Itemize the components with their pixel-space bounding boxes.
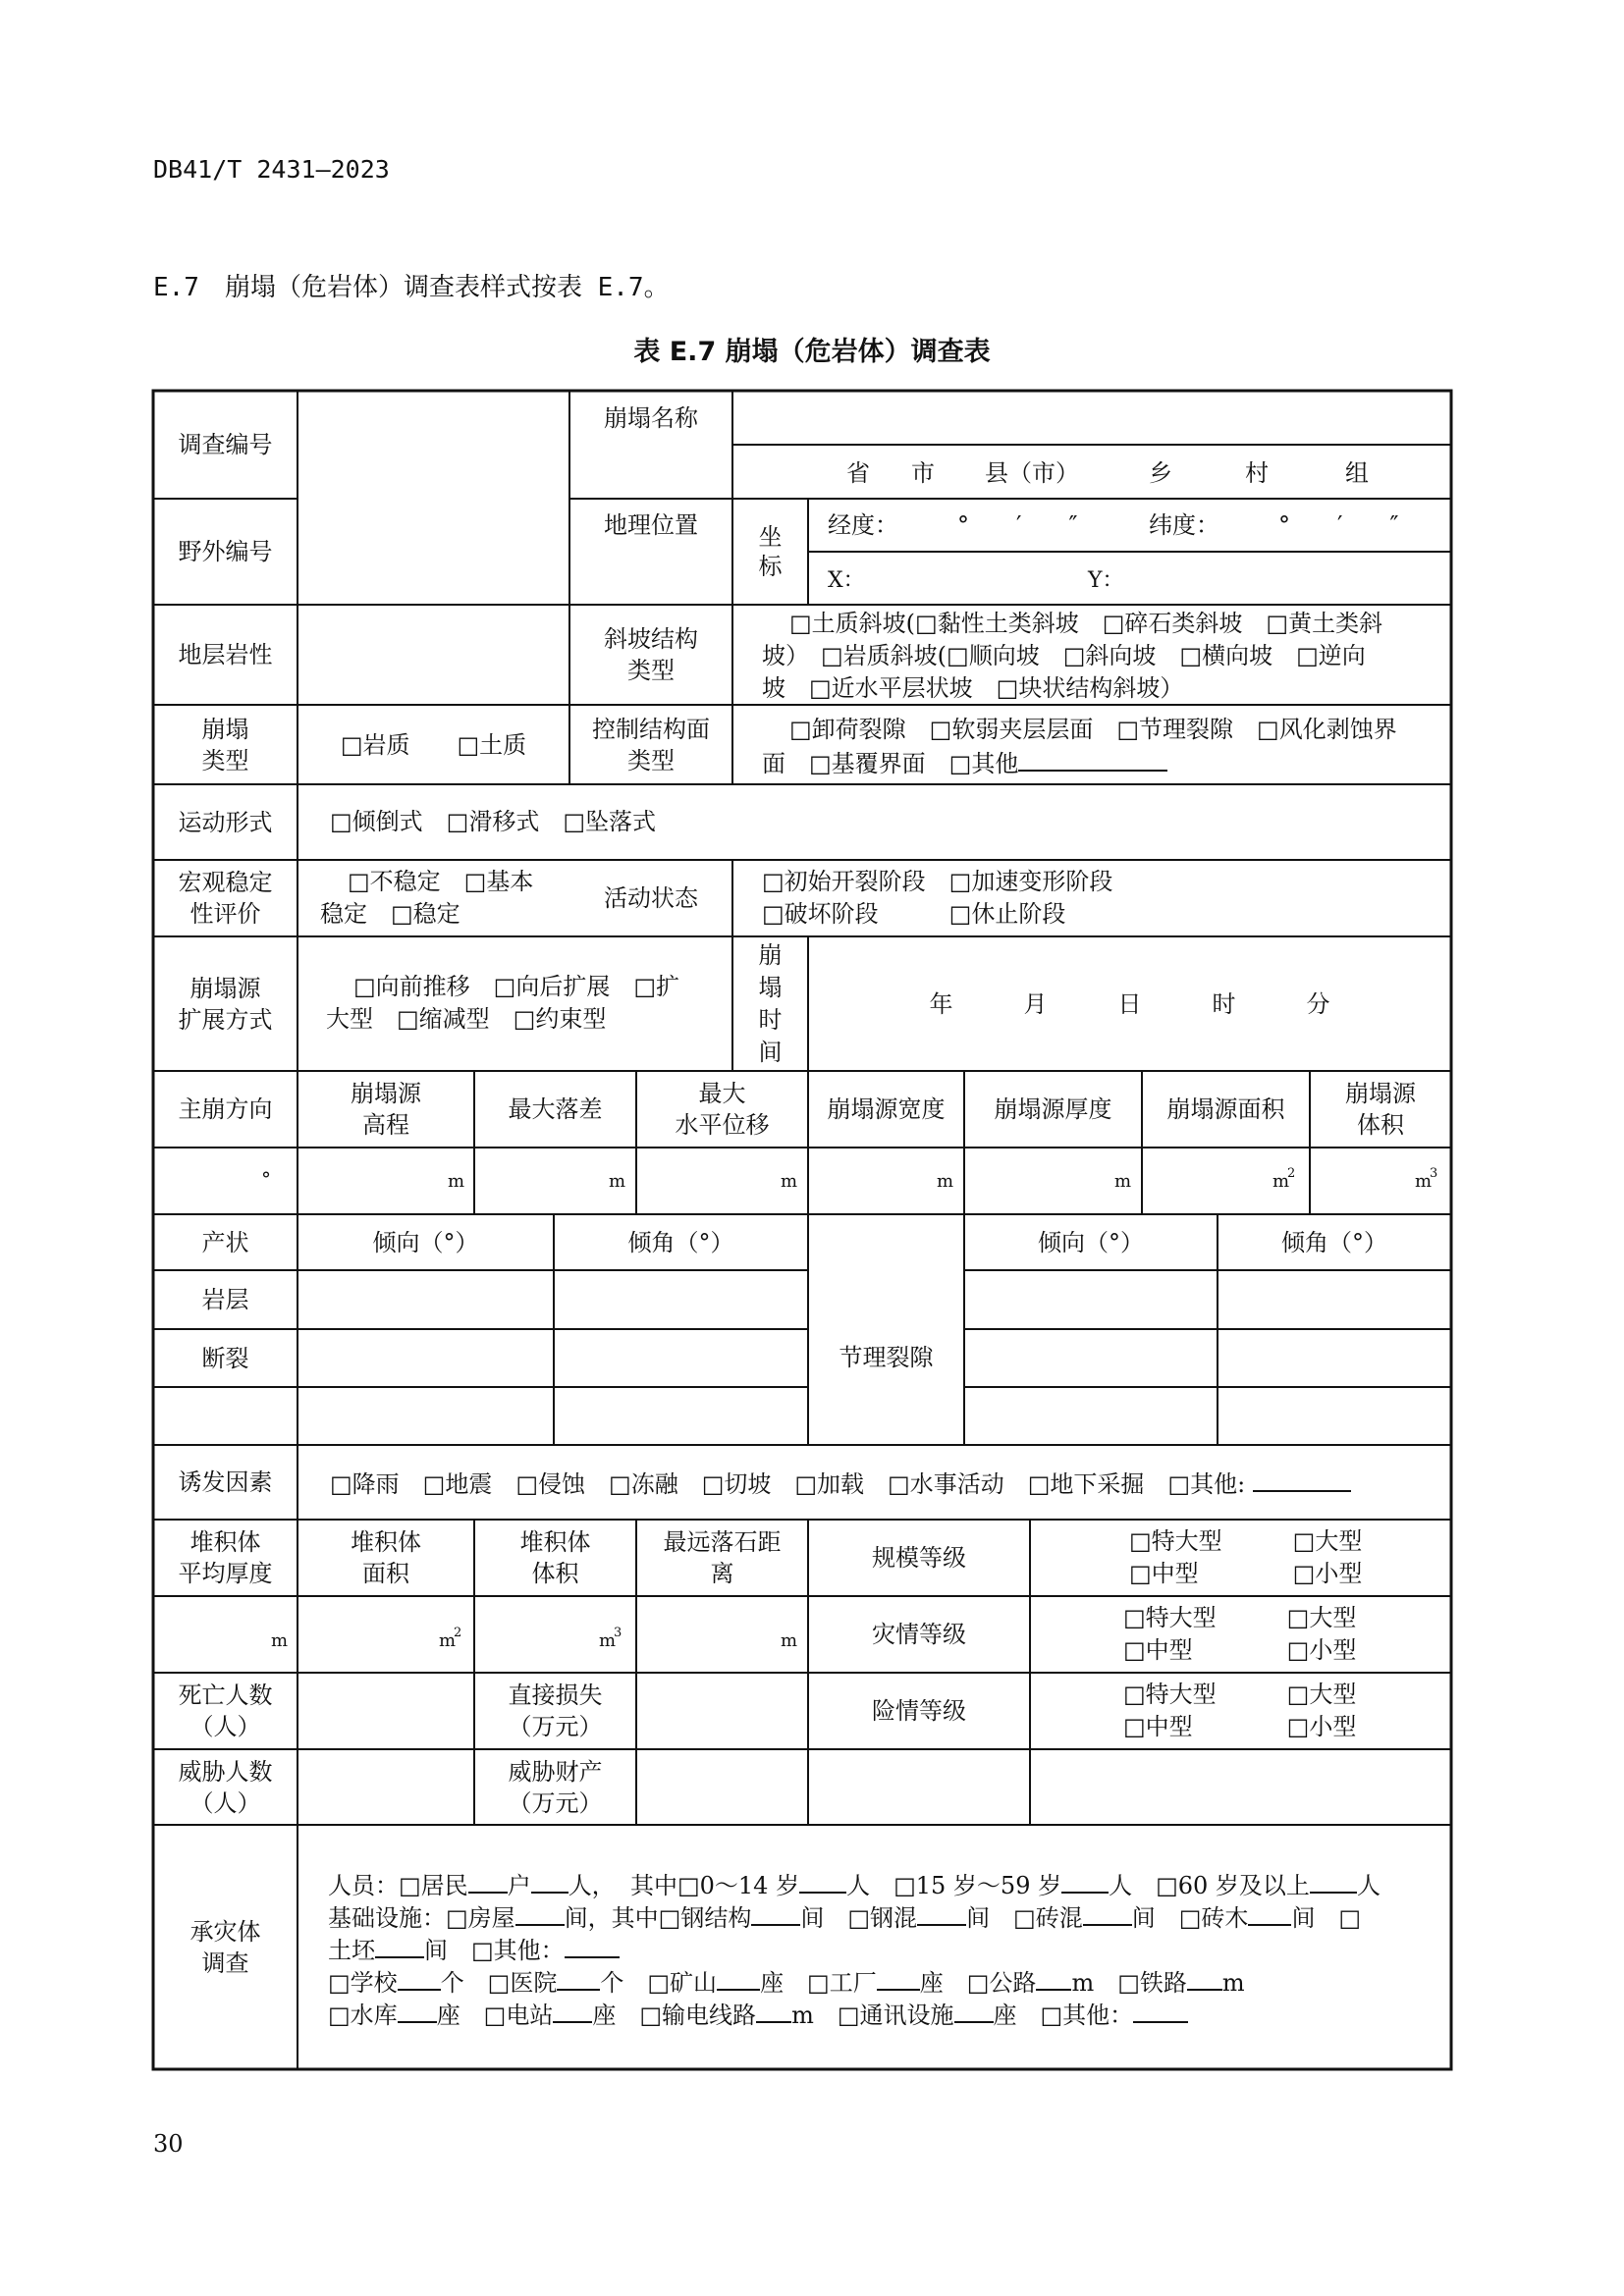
unit-volume-sup: 3 — [1430, 1166, 1438, 1181]
label-coordinates: 坐 标 — [758, 523, 783, 580]
exp-school: □学校 — [328, 1969, 398, 1997]
unit-hshift: m — [781, 1171, 798, 1192]
label-max-horizontal-shift: 最大 水平位移 — [675, 1080, 770, 1139]
blank-line — [877, 1965, 920, 1991]
unit-area: m — [1272, 1171, 1290, 1192]
stability-options-1: □不稳定 □基本 — [300, 868, 534, 895]
blank-line — [398, 1998, 437, 2023]
admin-town: 乡 — [1149, 459, 1172, 487]
control-options-2 — [762, 746, 1167, 780]
label-dip-direction: 倾向（°） — [372, 1228, 479, 1256]
exp-jian-zm: 间 □砖木 — [1131, 1904, 1249, 1932]
label-stability: 宏观稳定 性评价 — [178, 869, 273, 928]
source-options-2: 大型 □缩减型 □约束型 — [326, 1005, 607, 1033]
exp-persons: 人员：□居民 — [328, 1872, 468, 1899]
exp-ge-hosp: 个 □医院 — [440, 1969, 558, 1997]
label-strata: 地层岩性 — [178, 641, 273, 668]
collapse-type-options: □岩质 □土质 — [340, 730, 527, 759]
activity-options-1: □初始开裂阶段 □加速变形阶段 — [762, 868, 1113, 895]
exp-infra: 基础设施：□房屋 — [328, 1904, 515, 1932]
label-direct-loss: 直接损失 （万元） — [508, 1682, 603, 1740]
unit-degree: ° — [261, 1167, 271, 1191]
activity-options-2: □破坏阶段 □休止阶段 — [762, 900, 1066, 928]
blank-line — [1310, 1868, 1357, 1894]
collapse-time-value: 年 月 日 时 分 — [929, 989, 1330, 1018]
label-attitude: 产状 — [201, 1228, 249, 1256]
scale-options-2: □中型 □小型 — [1129, 1560, 1363, 1587]
blank-line — [565, 1933, 620, 1958]
exposure-line-5 — [328, 1998, 1188, 2032]
label-activity: 活动状态 — [604, 884, 698, 912]
label-slope-type: 斜坡结构 类型 — [604, 625, 698, 684]
latitude-field: 纬度： ° ′ ″ — [1149, 511, 1399, 539]
admin-county: 县（市） — [985, 459, 1079, 487]
control-options-2-text: 面 □基覆界面 □其他 — [762, 750, 1019, 777]
exp-15: 人 □15 岁～59 岁 — [846, 1872, 1062, 1899]
exp-jian-gh: 间 □钢混 — [800, 1904, 918, 1932]
stability-options-2: 稳定 □稳定 — [320, 900, 460, 928]
exposure-line-4 — [328, 1965, 1245, 2000]
blank-line — [557, 1965, 600, 1991]
trigger-options-text: □降雨 □地震 □侵蚀 □冻融 □切坡 □加载 □水事活动 □地下采掘 □其他: — [330, 1470, 1246, 1498]
label-joint: 节理裂隙 — [839, 1344, 934, 1371]
blank-line — [375, 1933, 424, 1958]
unit-deposit-volume-sup: 3 — [614, 1626, 623, 1640]
label-deposit-area: 堆积体 面积 — [351, 1528, 421, 1587]
label-source-width: 崩塌源宽度 — [827, 1095, 946, 1123]
source-options-1: □向前推移 □向后扩展 □扩 — [306, 973, 680, 1000]
label-deaths: 死亡人数 （人） — [178, 1682, 273, 1740]
exp-jian-zh: 间 □砖混 — [966, 1904, 1083, 1932]
exposure-line-3 — [328, 1933, 620, 1967]
exp-m-comm: m □通讯设施 — [791, 2002, 954, 2029]
label-geo-location: 地理位置 — [604, 510, 698, 539]
disaster-options-2: □中型 □小型 — [1123, 1636, 1357, 1664]
label-collapse-time: 崩 塌 时 间 — [758, 940, 783, 1066]
blank-line — [1036, 1965, 1071, 1991]
slope-options-2: 坡） □岩质斜坡(□顺向坡 □斜向坡 □横向坡 □逆向 — [762, 642, 1366, 669]
unit-max-fall: m — [781, 1630, 798, 1651]
exposure-line-1 — [328, 1868, 1380, 1902]
blank-line — [553, 1998, 592, 2023]
exp-zuo-power: 座 □电站 — [436, 2002, 554, 2029]
blank-line — [1253, 1467, 1351, 1492]
blank-line — [1061, 1868, 1109, 1894]
admin-village: 村 — [1245, 459, 1269, 487]
admin-city: 市 — [911, 459, 935, 487]
label-source-height: 崩塌源 高程 — [351, 1080, 421, 1139]
exp-jian-other: 间 □其他： — [424, 1937, 565, 1964]
exp-res: □水库 — [328, 2002, 398, 2029]
y-field: Y： — [1088, 568, 1124, 593]
blank-line — [398, 1965, 441, 1991]
exp-60: 人 □60 岁及以上 — [1109, 1872, 1310, 1899]
blank-line — [799, 1868, 846, 1894]
slope-options-1: □土质斜坡(□黏性土类斜坡 □碎石类斜坡 □黄土类斜 — [742, 610, 1383, 637]
scale-options-1: □特大型 □大型 — [1129, 1527, 1363, 1555]
label-max-drop: 最大落差 — [508, 1095, 603, 1123]
exp-jian-qi: 间，其中□钢结构 — [564, 1904, 752, 1932]
page-number: 30 — [153, 2130, 184, 2158]
unit-deposit-area-sup: 2 — [454, 1626, 462, 1640]
exp-hu: 户 — [507, 1872, 531, 1899]
label-source-thickness: 崩塌源厚度 — [994, 1095, 1112, 1123]
exp-among: 其中□0～14 岁 — [629, 1872, 800, 1899]
blank-line — [531, 1868, 568, 1894]
label-fault: 断裂 — [201, 1344, 249, 1372]
blank-line — [1248, 1900, 1291, 1926]
label-disaster-grade: 灾情等级 — [872, 1621, 966, 1648]
exp-jian-end: 间 □ — [1291, 1904, 1362, 1932]
exposure-line-2 — [328, 1900, 1361, 1935]
blank-line — [1133, 1998, 1188, 2023]
slope-options-3: 坡 □近水平层状坡 □块状结构斜坡） — [762, 674, 1184, 702]
longitude-field: 经度： ° ′ ″ — [828, 511, 1078, 539]
table-caption: 表 E.7 崩塌（危岩体）调查表 — [633, 337, 991, 367]
blank-line — [751, 1900, 800, 1926]
label-control-plane: 控制结构面 类型 — [592, 715, 710, 774]
blank-line — [717, 1965, 760, 1991]
danger-options-1: □特大型 □大型 — [1123, 1681, 1357, 1708]
blank-line — [515, 1900, 565, 1926]
label-deposit-thickness: 堆积体 平均厚度 — [178, 1528, 273, 1587]
exp-zuo-road: 座 □公路 — [919, 1969, 1037, 1997]
admin-province: 省 — [846, 459, 870, 487]
admin-group: 组 — [1345, 459, 1369, 487]
label-dip-angle: 倾角（°） — [627, 1228, 734, 1256]
intro-text: E.7 崩塌（危岩体）调查表样式按表 E.7。 — [153, 273, 670, 302]
unit-volume: m — [1415, 1171, 1433, 1192]
label-joint-dip-direction: 倾向（°） — [1038, 1228, 1144, 1256]
label-source-area: 崩塌源面积 — [1166, 1095, 1285, 1123]
motion-options: □倾倒式 □滑移式 □坠落式 — [330, 808, 657, 835]
blank-line — [468, 1868, 508, 1894]
unit-thickness: m — [1114, 1171, 1132, 1192]
exp-zuo-other: 座 □其他： — [993, 2002, 1134, 2029]
trigger-options — [330, 1467, 1351, 1501]
label-exposure-survey: 承灾体 调查 — [189, 1917, 261, 1977]
label-danger-grade: 险情等级 — [872, 1697, 966, 1725]
blank-line — [954, 1998, 994, 2023]
disaster-options-1: □特大型 □大型 — [1123, 1604, 1357, 1631]
exp-m-rail: m □铁路 — [1071, 1969, 1187, 1997]
label-source-extension: 崩塌源 扩展方式 — [178, 974, 273, 1034]
label-collapse-type: 崩塌 类型 — [201, 715, 249, 774]
unit-height: m — [448, 1171, 465, 1192]
document-id: DB41/T 2431—2023 — [153, 155, 390, 184]
label-threat-property: 威胁财产 （万元） — [508, 1757, 603, 1817]
exp-tupi: 土坯 — [328, 1937, 375, 1964]
blank-line — [1018, 746, 1167, 772]
label-motion: 运动形式 — [178, 808, 273, 836]
unit-deposit-thickness: m — [271, 1630, 289, 1651]
label-joint-dip-angle: 倾角（°） — [1281, 1228, 1387, 1256]
exp-m: m — [1221, 1969, 1245, 1997]
danger-options-2: □中型 □小型 — [1123, 1713, 1357, 1740]
unit-area-sup: 2 — [1287, 1166, 1296, 1181]
exp-ge-mine: 个 □矿山 — [600, 1969, 718, 1997]
control-options-1: □卸荷裂隙 □软弱夹层层面 □节理裂隙 □风化剥蚀界 — [742, 716, 1397, 743]
unit-width: m — [937, 1171, 954, 1192]
label-survey-no: 调查编号 — [178, 431, 273, 458]
label-main-direction: 主崩方向 — [178, 1095, 273, 1123]
x-field: X： — [828, 568, 865, 593]
unit-deposit-area: m — [439, 1630, 457, 1651]
blank-line — [917, 1900, 966, 1926]
label-rock-layer: 岩层 — [201, 1286, 249, 1313]
unit-drop: m — [609, 1171, 626, 1192]
label-collapse-name: 崩塌名称 — [604, 403, 698, 432]
blank-line — [1083, 1900, 1132, 1926]
label-field-no: 野外编号 — [178, 538, 273, 565]
label-max-fall-distance: 最远落石距 离 — [663, 1528, 782, 1587]
exp-zuo-line: 座 □输电线路 — [592, 2002, 757, 2029]
label-deposit-volume: 堆积体 体积 — [519, 1528, 591, 1587]
blank-line — [1187, 1965, 1222, 1991]
blank-line — [756, 1998, 791, 2023]
label-trigger: 诱发因素 — [178, 1468, 273, 1496]
label-source-volume: 崩塌源 体积 — [1345, 1080, 1416, 1139]
exp-ren-end: 人 — [1356, 1872, 1380, 1899]
unit-deposit-volume: m — [599, 1630, 617, 1651]
exp-zuo-fac: 座 □工厂 — [760, 1969, 877, 1997]
label-scale-grade: 规模等级 — [872, 1544, 966, 1572]
exp-ren: 人， — [568, 1872, 616, 1899]
label-threat-people: 威胁人数 （人） — [178, 1757, 273, 1817]
